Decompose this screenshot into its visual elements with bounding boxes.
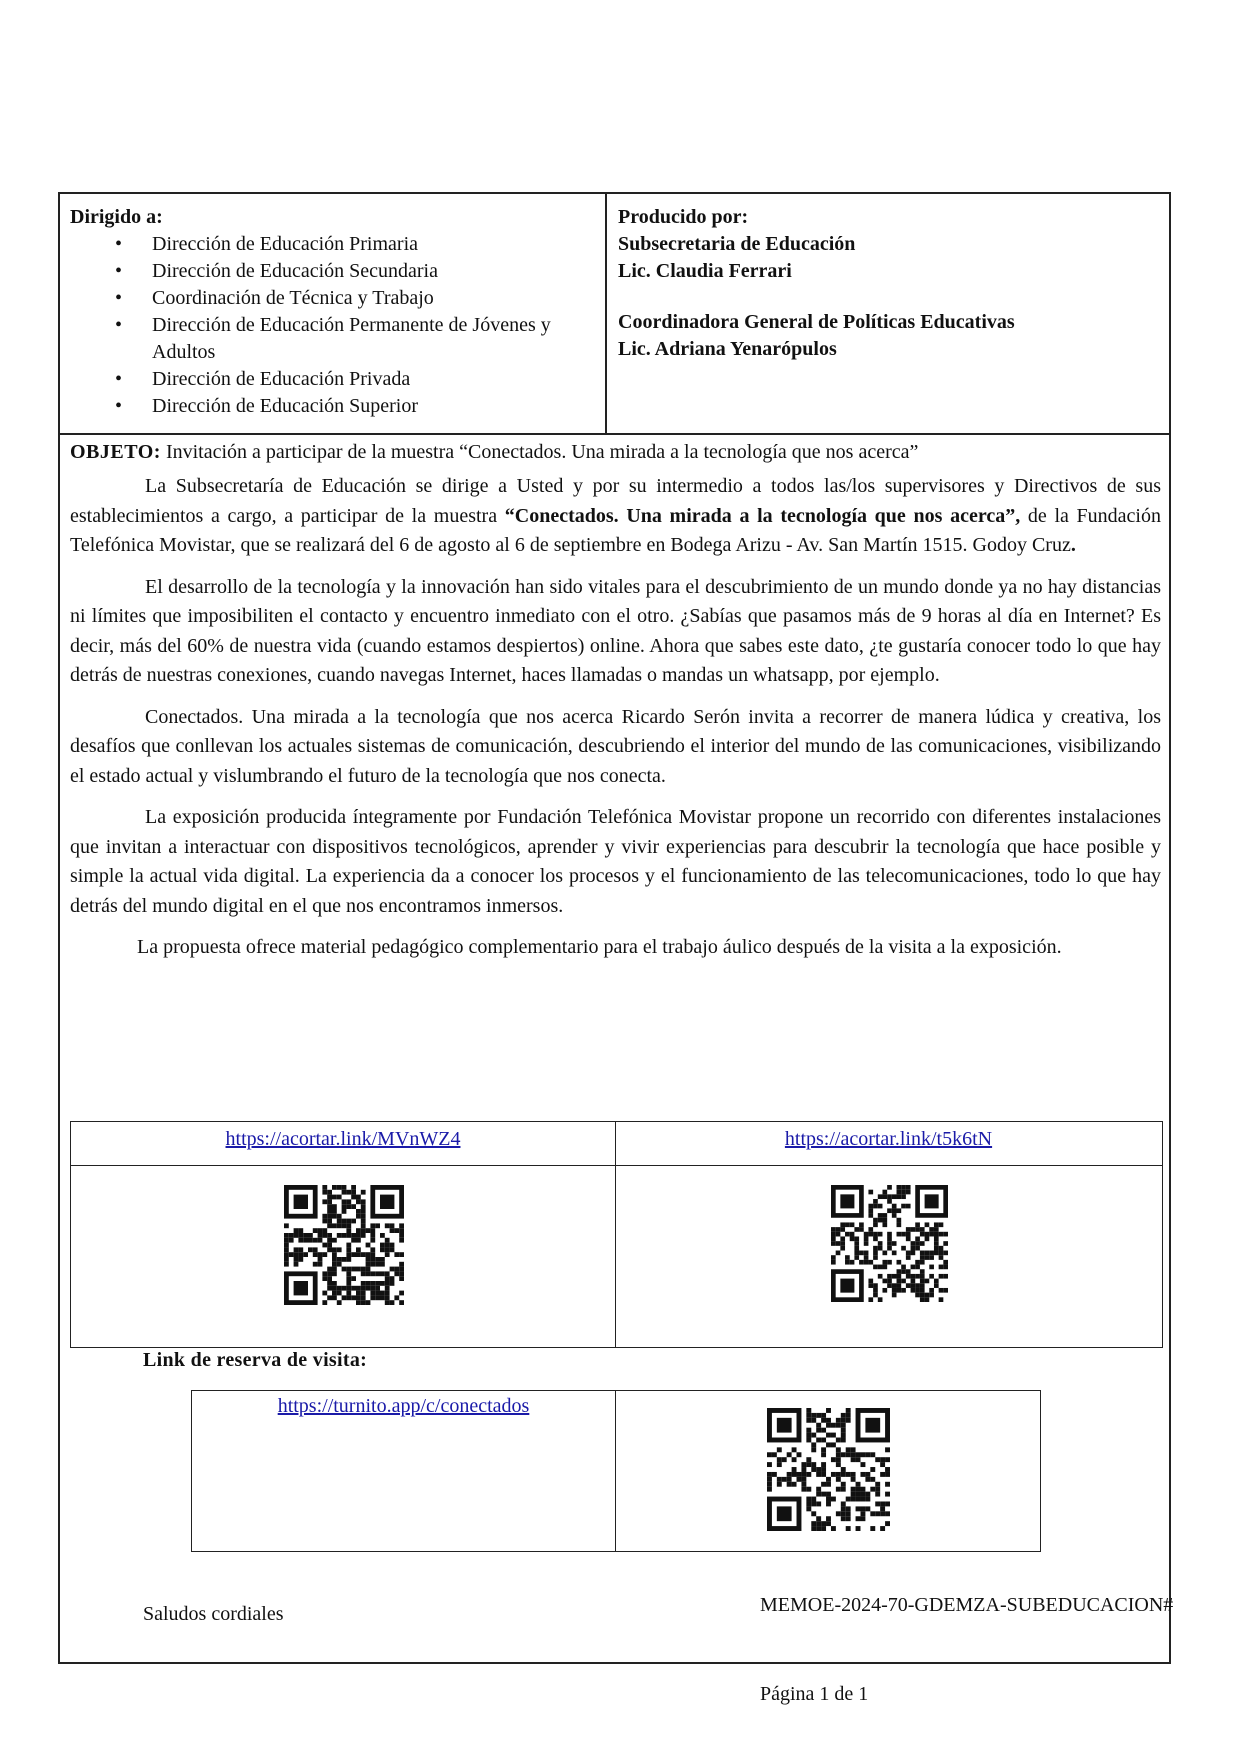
- bullet-icon: •: [115, 260, 123, 282]
- bullet-icon: •: [115, 395, 123, 417]
- subject-label: OBJETO:: [70, 441, 161, 463]
- qr-code-icon: [284, 1185, 404, 1305]
- qr-code-icon: [831, 1185, 948, 1302]
- bullet-icon: •: [115, 368, 123, 390]
- recipient-item: • Coordinación de Técnica y Trabajo: [70, 285, 605, 312]
- recipient-item: • Dirección de Educación Privada: [70, 366, 605, 393]
- coordinator-title: Coordinadora General de Políticas Educativas: [618, 311, 1015, 333]
- subject-line: [70, 439, 1161, 466]
- producer-org: Subsecretaria de Educación: [618, 233, 856, 255]
- memo-body: [60, 435, 1169, 963]
- closing-greeting: Saludos cordiales: [143, 1603, 284, 1625]
- paragraph-conectados: Conectados. Una mirada a la tecnología que nos acerca Ricardo Serón invita a recorrer de manera lúdica y creativa, los desafíos que conllevan los actuales sistemas de comunicación, descubriendo el interior del mundo de las comunicaciones, visibilizando el estado actual y vislumbrando el futuro de la tecnología que nos conecta.: [70, 705, 1161, 787]
- booking-table: [191, 1390, 1041, 1552]
- recipient-item: • Dirección de Educación Primaria: [70, 231, 605, 258]
- recipient-item: • Dirección de Educación Permanente de Jóvenes y Adultos: [115, 314, 551, 363]
- booking-link-label: Link de reserva de visita:: [143, 1349, 368, 1371]
- memo-reference: MEMOE-2024-70-GDEMZA-SUBEDUCACION#: [760, 1594, 1174, 1616]
- header-row: [60, 194, 1169, 435]
- page-number: Página 1 de 1: [760, 1683, 869, 1705]
- bullet-icon: •: [115, 314, 123, 336]
- link-turnito[interactable]: https://turnito.app/c/conectados: [277, 1395, 530, 1417]
- exhibition-title: “Conectados. Una mirada a la tecnología que nos acerca”,: [504, 504, 1021, 527]
- addressed-to-section: [60, 194, 607, 433]
- produced-by-section: [607, 194, 1169, 433]
- producer-name: Lic. Claudia Ferrari: [618, 260, 792, 282]
- link-acortar-2[interactable]: https://acortar.link/t5k6tN: [784, 1128, 993, 1150]
- paragraph-proposal: La propuesta ofrece material pedagógico complementario para el trabajo áulico después de la visita a la exposición.: [137, 936, 1062, 958]
- paragraph-technology: El desarrollo de la tecnología y la innovación han sido vitales para el descubrimiento de un mundo donde ya no hay distancias ni límites que imposibiliten el contacto y encuentro inmediato con el otro. ¿Sabías que pasamos más de 9 horas al día en Internet? Es decir, más del 60% de nuestra vida (cuando estamos despiertos) online. Ahora que sabes este dato, ¿te gustaría conocer todo lo que hay detrás de nuestras conexiones, cuando navegas Internet, haces llamadas o mandas un whatsapp, por ejemplo.: [70, 575, 1161, 686]
- subject-text: Invitación a participar de la muestra “Conectados. Una mirada a la tecnología que nos acerca”: [165, 441, 919, 463]
- recipient-list: [70, 231, 605, 420]
- qr-code-icon: [767, 1408, 890, 1531]
- recipient-item: • Dirección de Educación Secundaria: [70, 258, 605, 285]
- paragraph-exposition: La exposición producida íntegramente por Fundación Telefónica Movistar propone un recorrido con diferentes instalaciones que invitan a interactuar con dispositivos tecnológicos, aprender y vivir experiencias para descubrir la tecnología que hace posible y simple la actual vida digital. La experiencia da a conocer los procesos y el funcionamiento de las telecomunicaciones, todo lo que hay detrás del mundo digital en el que nos encontramos inmersos.: [70, 806, 1161, 917]
- paragraph-invitation: La Subsecretaría de Educación se dirige a Usted y por su intermedio a todos las/los supervisores y Directivos de sus establecimientos a cargo, a participar de la muestra “Conectados. Una mirada a la tecnología que nos acerca”, de la Fundación Telefónica Movistar, que se realizará del 6 de agosto al 6 de septiembre en Bodega Arizu - Av. San Martín 1515. Godoy Cruz.: [70, 475, 1161, 556]
- links-table: [70, 1121, 1163, 1348]
- addressed-label: Dirigido a:: [70, 206, 163, 228]
- bullet-icon: •: [115, 287, 123, 309]
- link-acortar-1[interactable]: https://acortar.link/MVnWZ4: [225, 1128, 461, 1150]
- coordinator-name: Lic. Adriana Yenarópulos: [618, 338, 837, 360]
- produced-label: Producido por:: [618, 206, 749, 228]
- bullet-icon: •: [115, 233, 123, 255]
- recipient-item: • Dirección de Educación Superior: [70, 393, 605, 420]
